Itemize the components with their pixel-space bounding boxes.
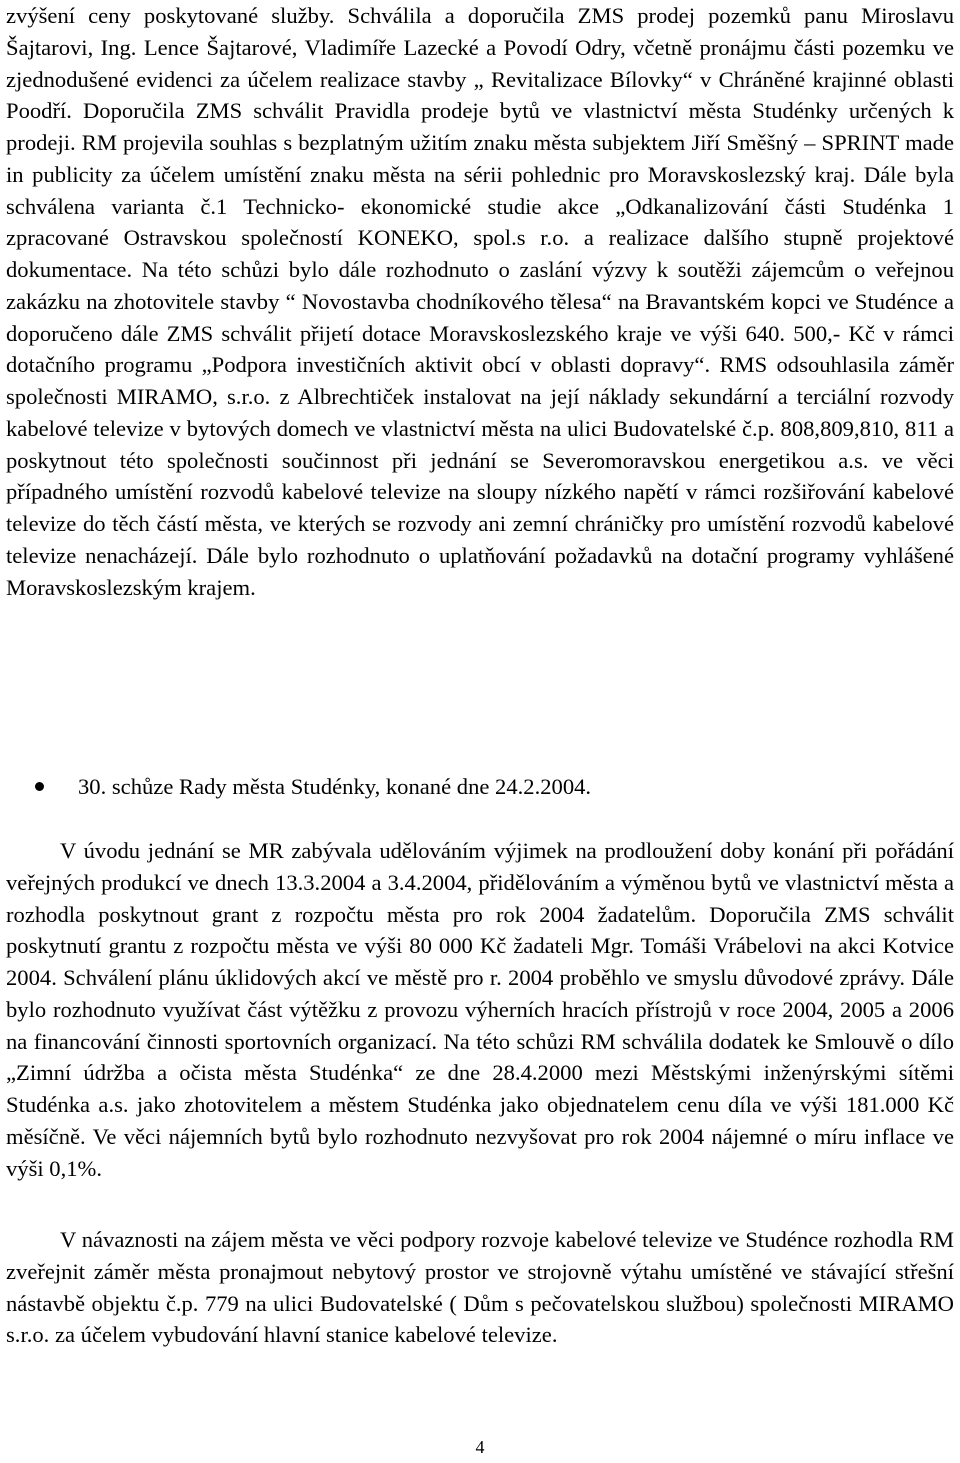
bullet-icon xyxy=(35,782,44,791)
meeting-heading: 30. schůze Rady města Studénky, konané dne 24.2.2004. xyxy=(78,774,592,799)
paragraph-meeting-30: V úvodu jednání se MR zabývala udělováním výjimek na prodloužení doby konání při pořádání veřejných produkcí ve dnech 13.3.2004 a 3.4.2004, přidělováním a výměnou bytů ve vlastnictví města a rozhodla poskytnout grant z rozpočtu města pro rok 2004 žadatelům. Doporučila ZMS schválit poskytnutí grantu z rozpočtu města ve výši 80 000 Kč žadateli Mgr. Tomáši Vrábelovi na akci Kotvice 2004. Schválení plánu úklidových akcí ve městě pro r. 2004 proběhlo ve smyslu důvodové zprávy. Dále bylo rozhodnuto využívat část výtěžku z provozu výherních hracích přístrojů v roce 2004, 2005 a 2006 na financování činnosti sportovních organizací. Na této schůzi RM schválila dodatek ke Smlouvě o dílo „Zimní údržba a očista města Studénka“ ze dne 28.4.2000 mezi Městskými inženýrskými sítěmi Studénka a.s. jako zhotovitelem a městem Studénka jako objednatelem cenu díla ve výši 181.000 Kč měsíčně. Ve věci nájemních bytů bylo rozhodnuto nezvyšovat pro rok 2004 nájemné o míru inflace ve výši 0,1%. xyxy=(6,838,954,1181)
paragraph-cable-tv: V návaznosti na zájem města ve věci podpory rozvoje kabelové televize ve Studénce rozhodla RM zveřejnit záměr města pronajmout nebytový prostor ve strojovně výtahu umístěné ve stávající střešní nástavbě objektu č.p. 779 na ulici Budovatelské ( Dům s pečovatelskou službou) společnosti MIRAMO s.r.o. za účelem vybudování hlavní stanice kabelové televize. xyxy=(6,1227,954,1348)
paragraph-continuation: zvýšení ceny poskytované služby. Schválila a doporučila ZMS prodej pozemků panu Miroslavu Šajtarovi, Ing. Lence Šajtarové, Vladimíře Lazecké a Povodí Odry, včetně pronájmu části pozemku ve zjednodušené evidenci za účelem realizace stavby „ Revitalizace Bílovky“ v Chráněné krajinné oblasti Poodří. Doporučila ZMS schválit Pravidla prodeje bytů ve vlastnictví města Studénky určených k prodeji. RM projevila souhlas s bezplatným užitím znaku města subjektem Jiří Směšný – SPRINT made in publicity za účelem umístění znaku města na sérii pohlednic pro Moravskoslezský kraj. Dále byla schválena varianta č.1 Technicko- ekonomické studie akce „Odkanalizování části Studénka 1 zpracované Ostravskou společností KONEKO, spol.s r.o. a realizace dalšího stupně projektové dokumentace. Na této schůzi bylo dále rozhodnuto o zaslání výzvy k soutěži zájemcům o veřejnou zakázku na zhotovitele stavby “ Novostavba chodníkového tělesa“ na Bravantském kopci ve Studénce a doporučeno dále ZMS schválit přijetí dotace Moravskoslezského kraje ve výši 640. 500,- Kč v rámci dotačního programu „Podpora investičních aktivit obcí v oblasti dopravy“. RMS odsouhlasila záměr společnosti MIRAMO, s.r.o. z Albrechtiček instalovat na její náklady sekundární a terciální rozvody kabelové televize v bytových domech ve vlastnictví města na ulici Budovatelské č.p. 808,809,810, 811 a poskytnout této společnosti součinnost při jednání se Severomoravskou energetikou a.s. ve věci případného umístění rozvodů kabelové televize na sloupy nízkého napětí v rámci rozšiřování kabelové televize do těch částí města, ve kterých se rozvody ani zemní chráničky pro umístění rozvodů kabelové televize nenacházejí. Dále bylo rozhodnuto o uplatňování požadavků na dotační programy vyhlášené Moravskoslezským krajem. xyxy=(6,3,954,600)
page-number: 4 xyxy=(475,1437,485,1457)
